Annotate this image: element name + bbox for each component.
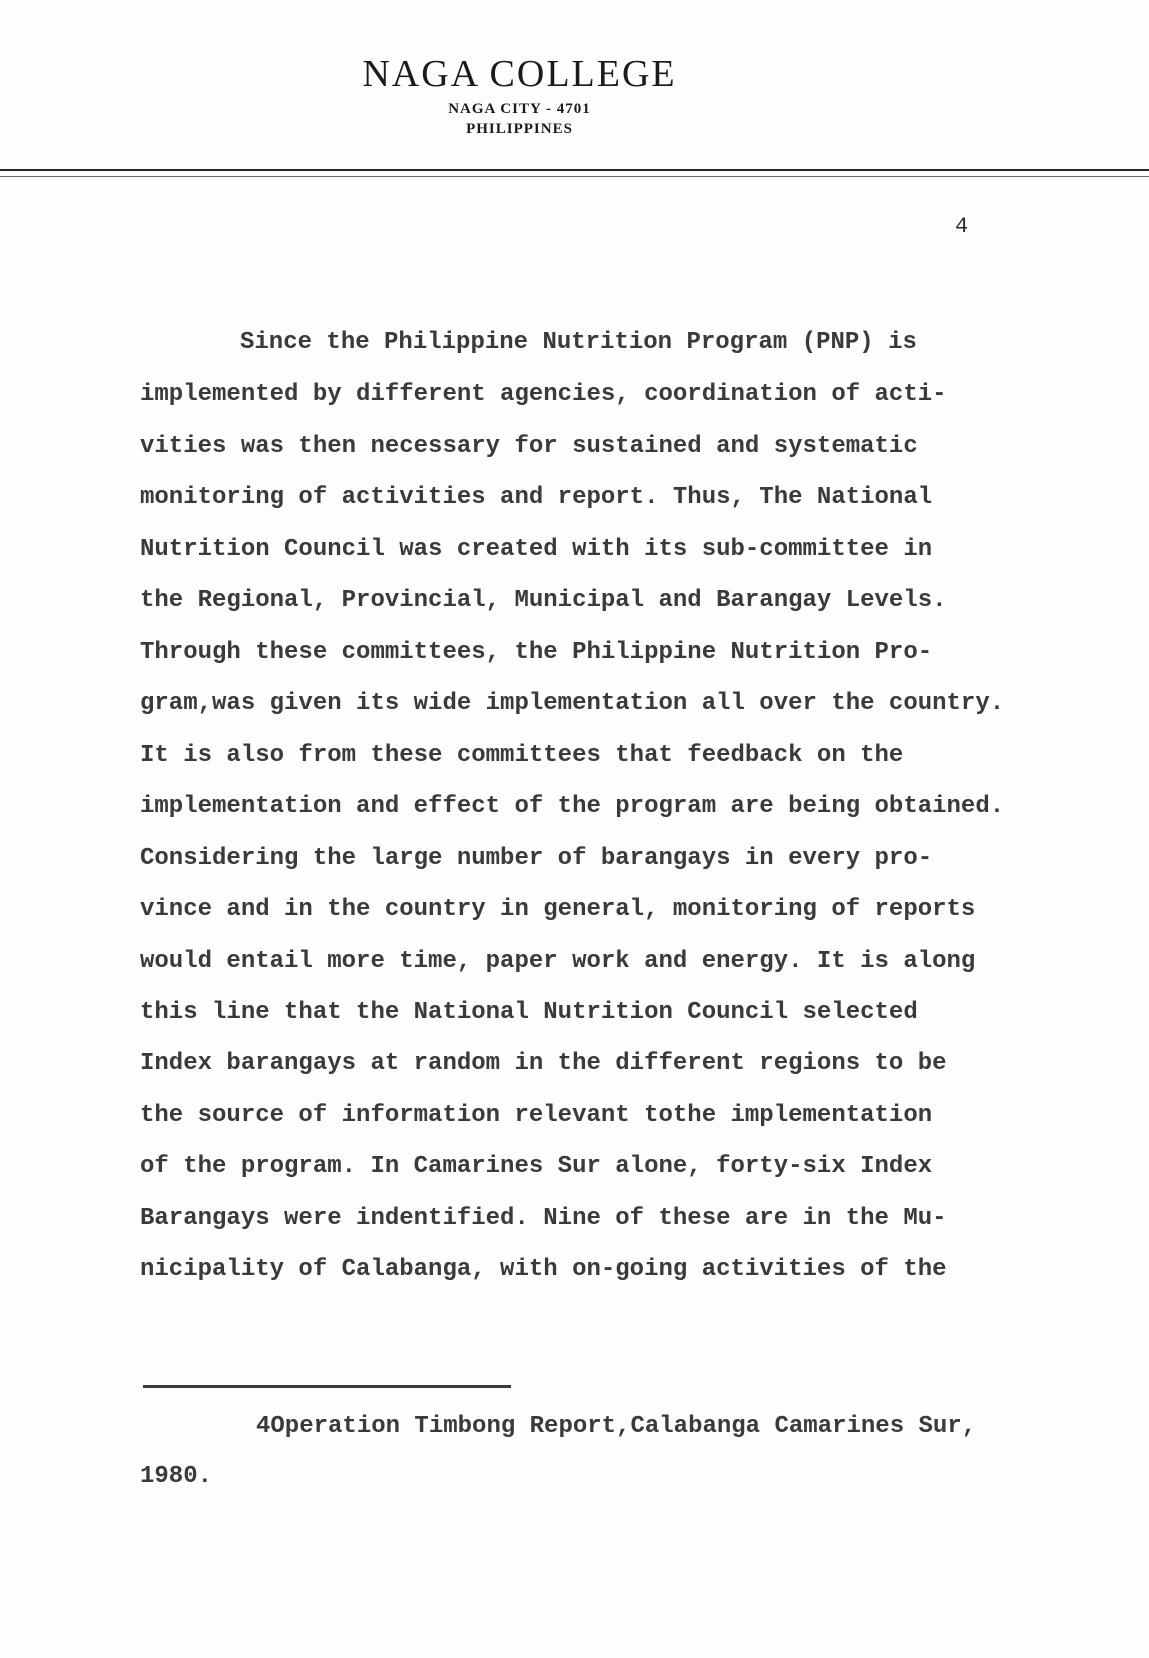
text-line: would entail more time, paper work and energy. It is along	[140, 948, 976, 975]
footnote-rule	[143, 1385, 511, 1388]
header-rule-thin	[0, 176, 1149, 177]
text-line: vities was then necessary for sustained and systematic	[140, 433, 918, 460]
text-line: monitoring of activities and report. Thus, The National	[140, 484, 933, 511]
page-number: 4	[955, 214, 969, 239]
text-line: Nutrition Council was created with its sub-committee in	[140, 536, 933, 563]
letterhead-institution: NAGA COLLEGE	[362, 53, 677, 95]
text-line: this line that the National Nutrition Council selected	[140, 999, 918, 1026]
text-line: gram,was given its wide implementation all over the country.	[140, 690, 1005, 717]
text-line: Through these committees, the Philippine Nutrition Pro-	[140, 639, 933, 666]
text-line: Barangays were indentified. Nine of these are in the Mu-	[140, 1205, 947, 1232]
footnote-line: 4Operation Timbong Report,Calabanga Camarines Sur,	[256, 1413, 977, 1440]
text-line: It is also from these committees that feedback on the	[140, 742, 904, 769]
text-line: the Regional, Provincial, Municipal and Barangay Levels.	[140, 587, 947, 614]
letterhead-city: NAGA CITY - 4701	[448, 101, 591, 117]
text-line: Considering the large number of barangays in every pro-	[140, 845, 933, 872]
text-line: implementation and effect of the program are being obtained.	[140, 793, 1005, 820]
text-line: of the program. In Camarines Sur alone, forty-six Index	[140, 1153, 933, 1180]
footnote-line: 1980.	[140, 1463, 213, 1490]
text-line: Since the Philippine Nutrition Program (PNP) is	[240, 329, 917, 356]
text-line: vince and in the country in general, monitoring of reports	[140, 896, 976, 923]
text-line: nicipality of Calabanga, with on-going activities of the	[140, 1256, 947, 1283]
letterhead-country: PHILIPPINES	[466, 121, 573, 137]
text-line: the source of information relevant tothe implementation	[140, 1102, 933, 1129]
text-line: implemented by different agencies, coordination of acti-	[140, 381, 947, 408]
text-line: Index barangays at random in the different regions to be	[140, 1050, 947, 1077]
header-rule	[0, 169, 1149, 171]
